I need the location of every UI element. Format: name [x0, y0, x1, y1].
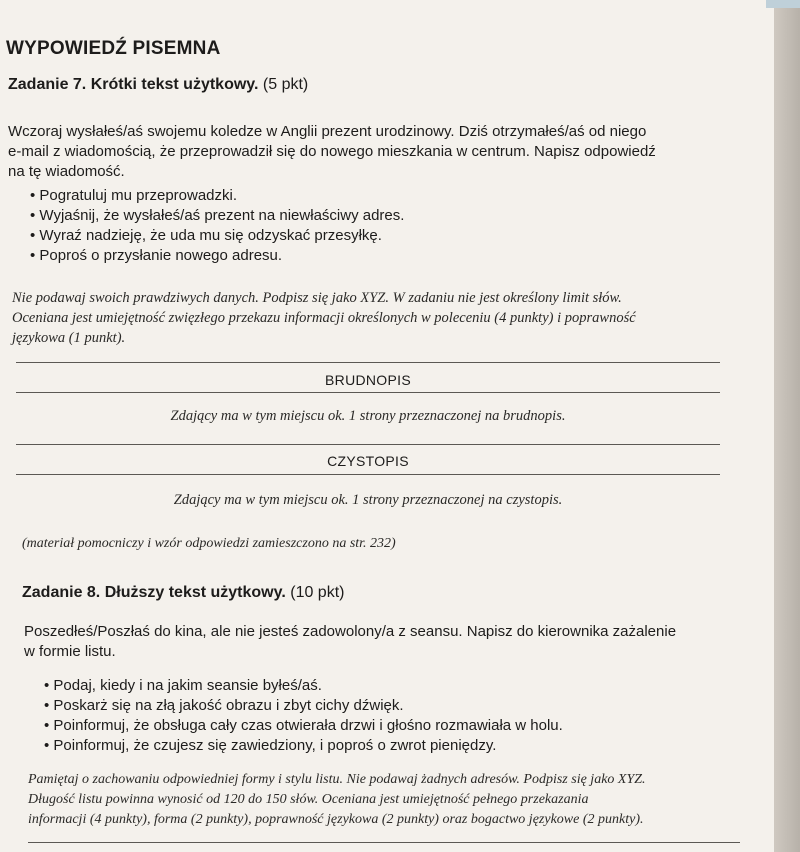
task8-instruction-line: informacji (4 punkty), forma (2 punkty), poprawność językowa (2 punkty) oraz bogactwo językowe (2 punkty). [28, 812, 644, 827]
task8-bullet: • Podaj, kiedy i na jakim seansie byłeś/aś. [44, 676, 563, 696]
page-tab-marker [766, 0, 800, 8]
task8-bullet: • Poinformuj, że obsługa cały czas otwierała drzwi i głośno rozmawiała w holu. [44, 716, 563, 736]
task7-instructions [12, 288, 772, 348]
divider-line [16, 444, 720, 445]
task8-intro [24, 622, 774, 662]
final-note: Zdający ma w tym miejscu ok. 1 strony przeznaczonej na czystopis. [173, 492, 563, 508]
draft-label: BRUDNOPIS [325, 372, 411, 388]
draft-note: Zdający ma w tym miejscu ok. 1 strony przeznaczonej na brudnopis. [170, 408, 566, 424]
task7-instruction-line: Oceniana jest umiejętność zwięzłego przekazu informacji określonych w poleceniu (4 punkty) i poprawność [12, 310, 636, 326]
task8-instruction-line: Długość listu powinna wynosić od 120 do 150 słów. Oceniana jest umiejętność pełnego przekazania [28, 792, 589, 807]
task7-instruction-line: Nie podawaj swoich prawdziwych danych. Podpisz się jako XYZ. W zadaniu nie jest określony limit słów. [12, 290, 622, 306]
divider-line [16, 392, 720, 393]
task8-heading [22, 584, 344, 602]
task8-bullet: • Poinformuj, że czujesz się zawiedziony, i poproś o zwrot pieniędzy. [44, 736, 563, 756]
divider-line [16, 474, 720, 475]
task8-instructions [28, 770, 776, 830]
task7-bullet: • Poproś o przysłanie nowego adresu. [30, 246, 404, 266]
book-page-edge [774, 0, 800, 852]
task7-bullet: • Wyraź nadzieję, że uda mu się odzyskać przesyłkę. [30, 226, 404, 246]
task8-intro-line: Poszedłeś/Poszłaś do kina, ale nie jesteś zadowolony/a z seansu. Napisz do kierownika zażalenie [24, 623, 677, 640]
section-title: WYPOWIEDŹ PISEMNA [6, 38, 221, 59]
divider-line [28, 842, 740, 843]
task8-bullet-list [44, 676, 563, 756]
task7-intro-line: na tę wiadomość. [8, 163, 125, 180]
task7-intro-line: e-mail z wiadomością, że przeprowadził się do nowego mieszkania w centrum. Napisz odpowiedź [8, 143, 656, 160]
task7-bullet: • Pogratuluj mu przeprowadzki. [30, 186, 404, 206]
task8-heading-text: Zadanie 8. Dłuższy tekst użytkowy. [22, 584, 286, 601]
task8-bullet: • Poskarż się na złą jakość obrazu i zbyt cichy dźwięk. [44, 696, 563, 716]
divider-line [16, 362, 720, 363]
task7-intro-line: Wczoraj wysłałeś/aś swojemu koledze w Anglii prezent urodzinowy. Dziś otrzymałeś/aś od niego [8, 123, 647, 140]
task7-bullet: • Wyjaśnij, że wysłałeś/aś prezent na niewłaściwy adres. [30, 206, 404, 226]
task7-heading-text: Zadanie 7. Krótki tekst użytkowy. [8, 76, 259, 93]
task8-points: (10 pkt) [290, 584, 345, 601]
task7-bullet-list [30, 186, 404, 266]
final-label: CZYSTOPIS [327, 453, 409, 469]
task7-points: (5 pkt) [262, 76, 309, 93]
task8-intro-line: w formie listu. [24, 643, 116, 660]
task8-instruction-line: Pamiętaj o zachowaniu odpowiedniej formy i stylu listu. Nie podawaj żadnych adresów. Podpisz się jako XYZ. [28, 772, 646, 787]
task7-heading [8, 76, 308, 94]
task7-instruction-line: językowa (1 punkt). [12, 330, 126, 346]
task7-intro [8, 122, 768, 182]
materials-note: (materiał pomocniczy i wzór odpowiedzi zamieszczono na str. 232) [22, 536, 396, 551]
